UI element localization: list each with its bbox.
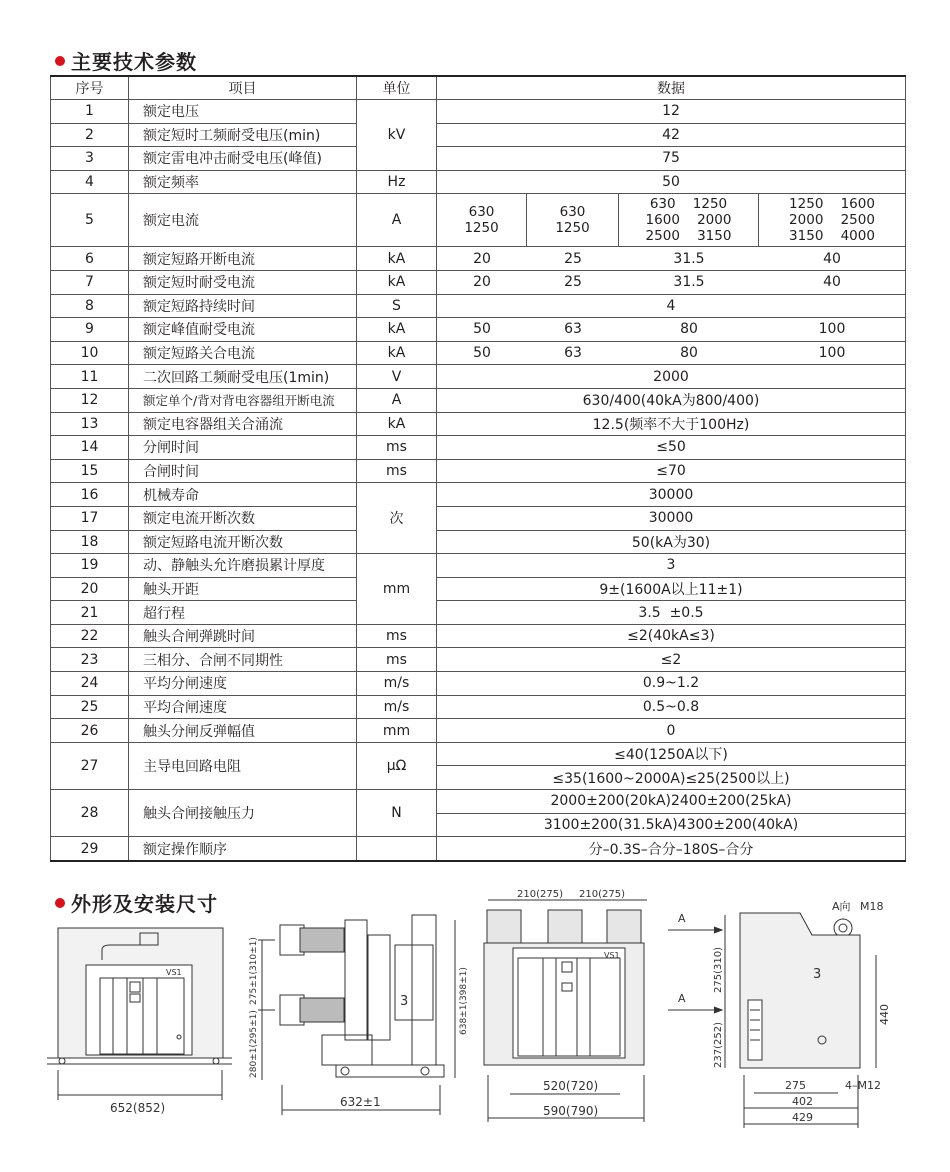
row-item: 额定峰值耐受电流: [129, 318, 357, 342]
row-no: 21: [51, 601, 129, 625]
row-value: 75: [437, 147, 906, 171]
row-no: 22: [51, 624, 129, 648]
row-item: 额定电流开断次数: [129, 506, 357, 530]
row-no: 16: [51, 483, 129, 507]
row-unit: μΩ: [357, 742, 437, 789]
row-item: 触头开距: [129, 577, 357, 601]
row-value: 20: [473, 250, 491, 267]
row-unit: m/s: [357, 672, 437, 696]
row-item: 机械寿命: [129, 483, 357, 507]
row-unit: m/s: [357, 695, 437, 719]
row-value: 31.5: [673, 250, 705, 267]
row-item: 合闸时间: [129, 459, 357, 483]
row-no: 24: [51, 672, 129, 696]
row-unit: A: [357, 194, 437, 247]
dim-label: 210(275): [579, 889, 625, 900]
row-item: 额定电容器组关合涌流: [129, 412, 357, 436]
row-unit: kA: [357, 341, 437, 365]
row-unit: S: [357, 294, 437, 318]
arrow-label: A: [678, 992, 686, 1005]
row-value: 12.5(频率不大于100Hz): [437, 412, 906, 436]
row-unit: Hz: [357, 170, 437, 194]
row-value: 40: [823, 274, 841, 291]
section-title-text: 主要技术参数: [71, 50, 197, 74]
row-no: 7: [51, 270, 129, 294]
dim-label: 638±1(398±1): [459, 967, 469, 1035]
row-item: 额定雷电冲击耐受电压(峰值): [129, 147, 357, 171]
row-value: 0.5~0.8: [437, 695, 906, 719]
dim-label: 402: [792, 1095, 813, 1108]
row-no: 1: [51, 100, 129, 124]
row-no: 14: [51, 436, 129, 460]
row-unit: ms: [357, 624, 437, 648]
row-no: 6: [51, 247, 129, 271]
header-item: 项目: [129, 76, 357, 100]
row-item: 额定短路电流开断次数: [129, 530, 357, 554]
nameplate-label: VS1: [166, 968, 182, 977]
row-no: 5: [51, 194, 129, 247]
dim-label: 210(275): [517, 889, 563, 900]
a-view-drawing: [668, 899, 891, 1128]
row-no: 28: [51, 790, 129, 837]
row-value: 9±(1600A以上11±1): [437, 577, 906, 601]
row-item: 平均合闸速度: [129, 695, 357, 719]
row-item: 触头合闸弹跳时间: [129, 624, 357, 648]
row-value: 1250 1600 2000 2500 3150 4000: [759, 194, 906, 247]
part-number-label: 3: [400, 994, 409, 1009]
row-value: 12: [437, 100, 906, 124]
row-no: 8: [51, 294, 129, 318]
row-no: 3: [51, 147, 129, 171]
row-no: 18: [51, 530, 129, 554]
row-value: 40: [823, 250, 841, 267]
row-no: 10: [51, 341, 129, 365]
nameplate-label: VS1: [604, 951, 620, 960]
row-value: 630 1250: [437, 194, 527, 247]
row-value: 2000: [437, 365, 906, 389]
row-unit: mm: [357, 554, 437, 625]
thread-label: M18: [860, 900, 884, 913]
side-view-drawing: [249, 915, 469, 1115]
row-value: ≤2: [437, 648, 906, 672]
dim-label: 275(310): [713, 947, 724, 993]
dim-label: 4–M12: [845, 1079, 881, 1092]
row-no: 19: [51, 554, 129, 578]
row-unit: ms: [357, 648, 437, 672]
row-unit: 次: [357, 483, 437, 554]
row-value: 31.5: [673, 274, 705, 291]
row-value: 25: [564, 250, 582, 267]
row-value: 4: [437, 294, 906, 318]
row-value: 80: [680, 321, 698, 338]
row-item: 分闸时间: [129, 436, 357, 460]
dim-label: 275: [785, 1079, 806, 1092]
part-number-label: 3: [813, 967, 822, 982]
row-unit: ms: [357, 459, 437, 483]
row-unit: kA: [357, 412, 437, 436]
row-item: 额定操作顺序: [129, 837, 357, 861]
row-item: 额定短时耐受电流: [129, 270, 357, 294]
row-item: 触头分闸反弹幅值: [129, 719, 357, 743]
row-no: 29: [51, 837, 129, 861]
row-no: 13: [51, 412, 129, 436]
row-item: 超行程: [129, 601, 357, 625]
row-no: 25: [51, 695, 129, 719]
row-value: 3100±200(31.5kA)4300±200(40kA): [437, 813, 906, 837]
arrow-label: A: [678, 912, 686, 925]
row-value: 30000: [437, 483, 906, 507]
row-unit: kA: [357, 318, 437, 342]
row-value: 2000±200(20kA)2400±200(25kA): [437, 790, 906, 814]
dim-label: 275±1(310±1): [249, 937, 259, 1005]
row-value: 50: [437, 170, 906, 194]
row-value: 63: [564, 345, 582, 362]
row-value: 50: [473, 345, 491, 362]
rear-view-drawing: [484, 889, 647, 1122]
row-no: 11: [51, 365, 129, 389]
row-item: 额定短路关合电流: [129, 341, 357, 365]
row-item: 主导电回路电阻: [129, 742, 357, 789]
row-unit: kA: [357, 270, 437, 294]
row-value: 3: [437, 554, 906, 578]
row-no: 12: [51, 388, 129, 412]
row-value: ≤2(40kA≤3): [437, 624, 906, 648]
row-item: 额定短路持续时间: [129, 294, 357, 318]
row-value: 630 1250 1600 2000 2500 3150: [619, 194, 759, 247]
row-value: 630/400(40kA为800/400): [437, 388, 906, 412]
row-no: 15: [51, 459, 129, 483]
row-value: 42: [437, 123, 906, 147]
row-unit: ms: [357, 436, 437, 460]
dim-label: 632±1: [340, 1095, 381, 1109]
dim-label: 652(852): [110, 1101, 166, 1115]
header-unit: 单位: [357, 76, 437, 100]
row-value: 分–0.3S–合分–180S–合分: [437, 837, 906, 861]
view-label: A向: [832, 900, 851, 913]
row-item: 额定频率: [129, 170, 357, 194]
row-value: ≤40(1250A以下): [437, 742, 906, 766]
row-unit: N: [357, 790, 437, 837]
section-title-text: 外形及安装尺寸: [71, 892, 218, 916]
header-no: 序号: [51, 76, 129, 100]
row-value: 63: [564, 321, 582, 338]
row-no: 17: [51, 506, 129, 530]
row-no: 23: [51, 648, 129, 672]
row-item: 平均分闸速度: [129, 672, 357, 696]
row-value: 30000: [437, 506, 906, 530]
row-value: 0.9~1.2: [437, 672, 906, 696]
row-item: 三相分、合闸不同期性: [129, 648, 357, 672]
row-value: 50(kA为30): [437, 530, 906, 554]
dim-label: 429: [792, 1111, 813, 1124]
row-value: ≤50: [437, 436, 906, 460]
dim-label: 280±1(295±1): [249, 1010, 259, 1078]
row-item: 额定单个/背对背电容器组开断电流: [129, 388, 357, 412]
row-value: ≤70: [437, 459, 906, 483]
row-value: ≤35(1600~2000A)≤25(2500以上): [437, 766, 906, 790]
row-value: 100: [818, 321, 846, 338]
row-no: 26: [51, 719, 129, 743]
row-value: 25: [564, 274, 582, 291]
row-no: 2: [51, 123, 129, 147]
row-unit: kV: [357, 100, 437, 171]
row-unit: kA: [357, 247, 437, 271]
row-value: 80: [680, 345, 698, 362]
row-no: 20: [51, 577, 129, 601]
row-item: 二次回路工频耐受电压(1min): [129, 365, 357, 389]
row-unit: V: [357, 365, 437, 389]
front-view-drawing: [47, 928, 232, 1115]
row-item: 触头合闸接触压力: [129, 790, 357, 837]
row-value: 3.5 ±0.5: [437, 601, 906, 625]
row-unit: mm: [357, 719, 437, 743]
dim-label: 440: [878, 1004, 891, 1025]
row-unit: A: [357, 388, 437, 412]
row-item: 动、静触头允许磨损累计厚度: [129, 554, 357, 578]
row-value: 20: [473, 274, 491, 291]
row-no: 27: [51, 742, 129, 789]
dim-label: 237(252): [713, 1022, 724, 1068]
row-item: 额定电压: [129, 100, 357, 124]
row-item: 额定短路开断电流: [129, 247, 357, 271]
header-data: 数据: [437, 76, 906, 100]
row-no: 4: [51, 170, 129, 194]
row-item: 额定电流: [129, 194, 357, 247]
row-item: 额定短时工频耐受电压(min): [129, 123, 357, 147]
row-value: 0: [437, 719, 906, 743]
dim-label: 520(720): [543, 1079, 599, 1093]
row-value: 50: [473, 321, 491, 338]
row-no: 9: [51, 318, 129, 342]
row-value: 100: [818, 345, 846, 362]
dim-label: 590(790): [543, 1104, 599, 1118]
row-value: 630 1250: [527, 194, 619, 247]
